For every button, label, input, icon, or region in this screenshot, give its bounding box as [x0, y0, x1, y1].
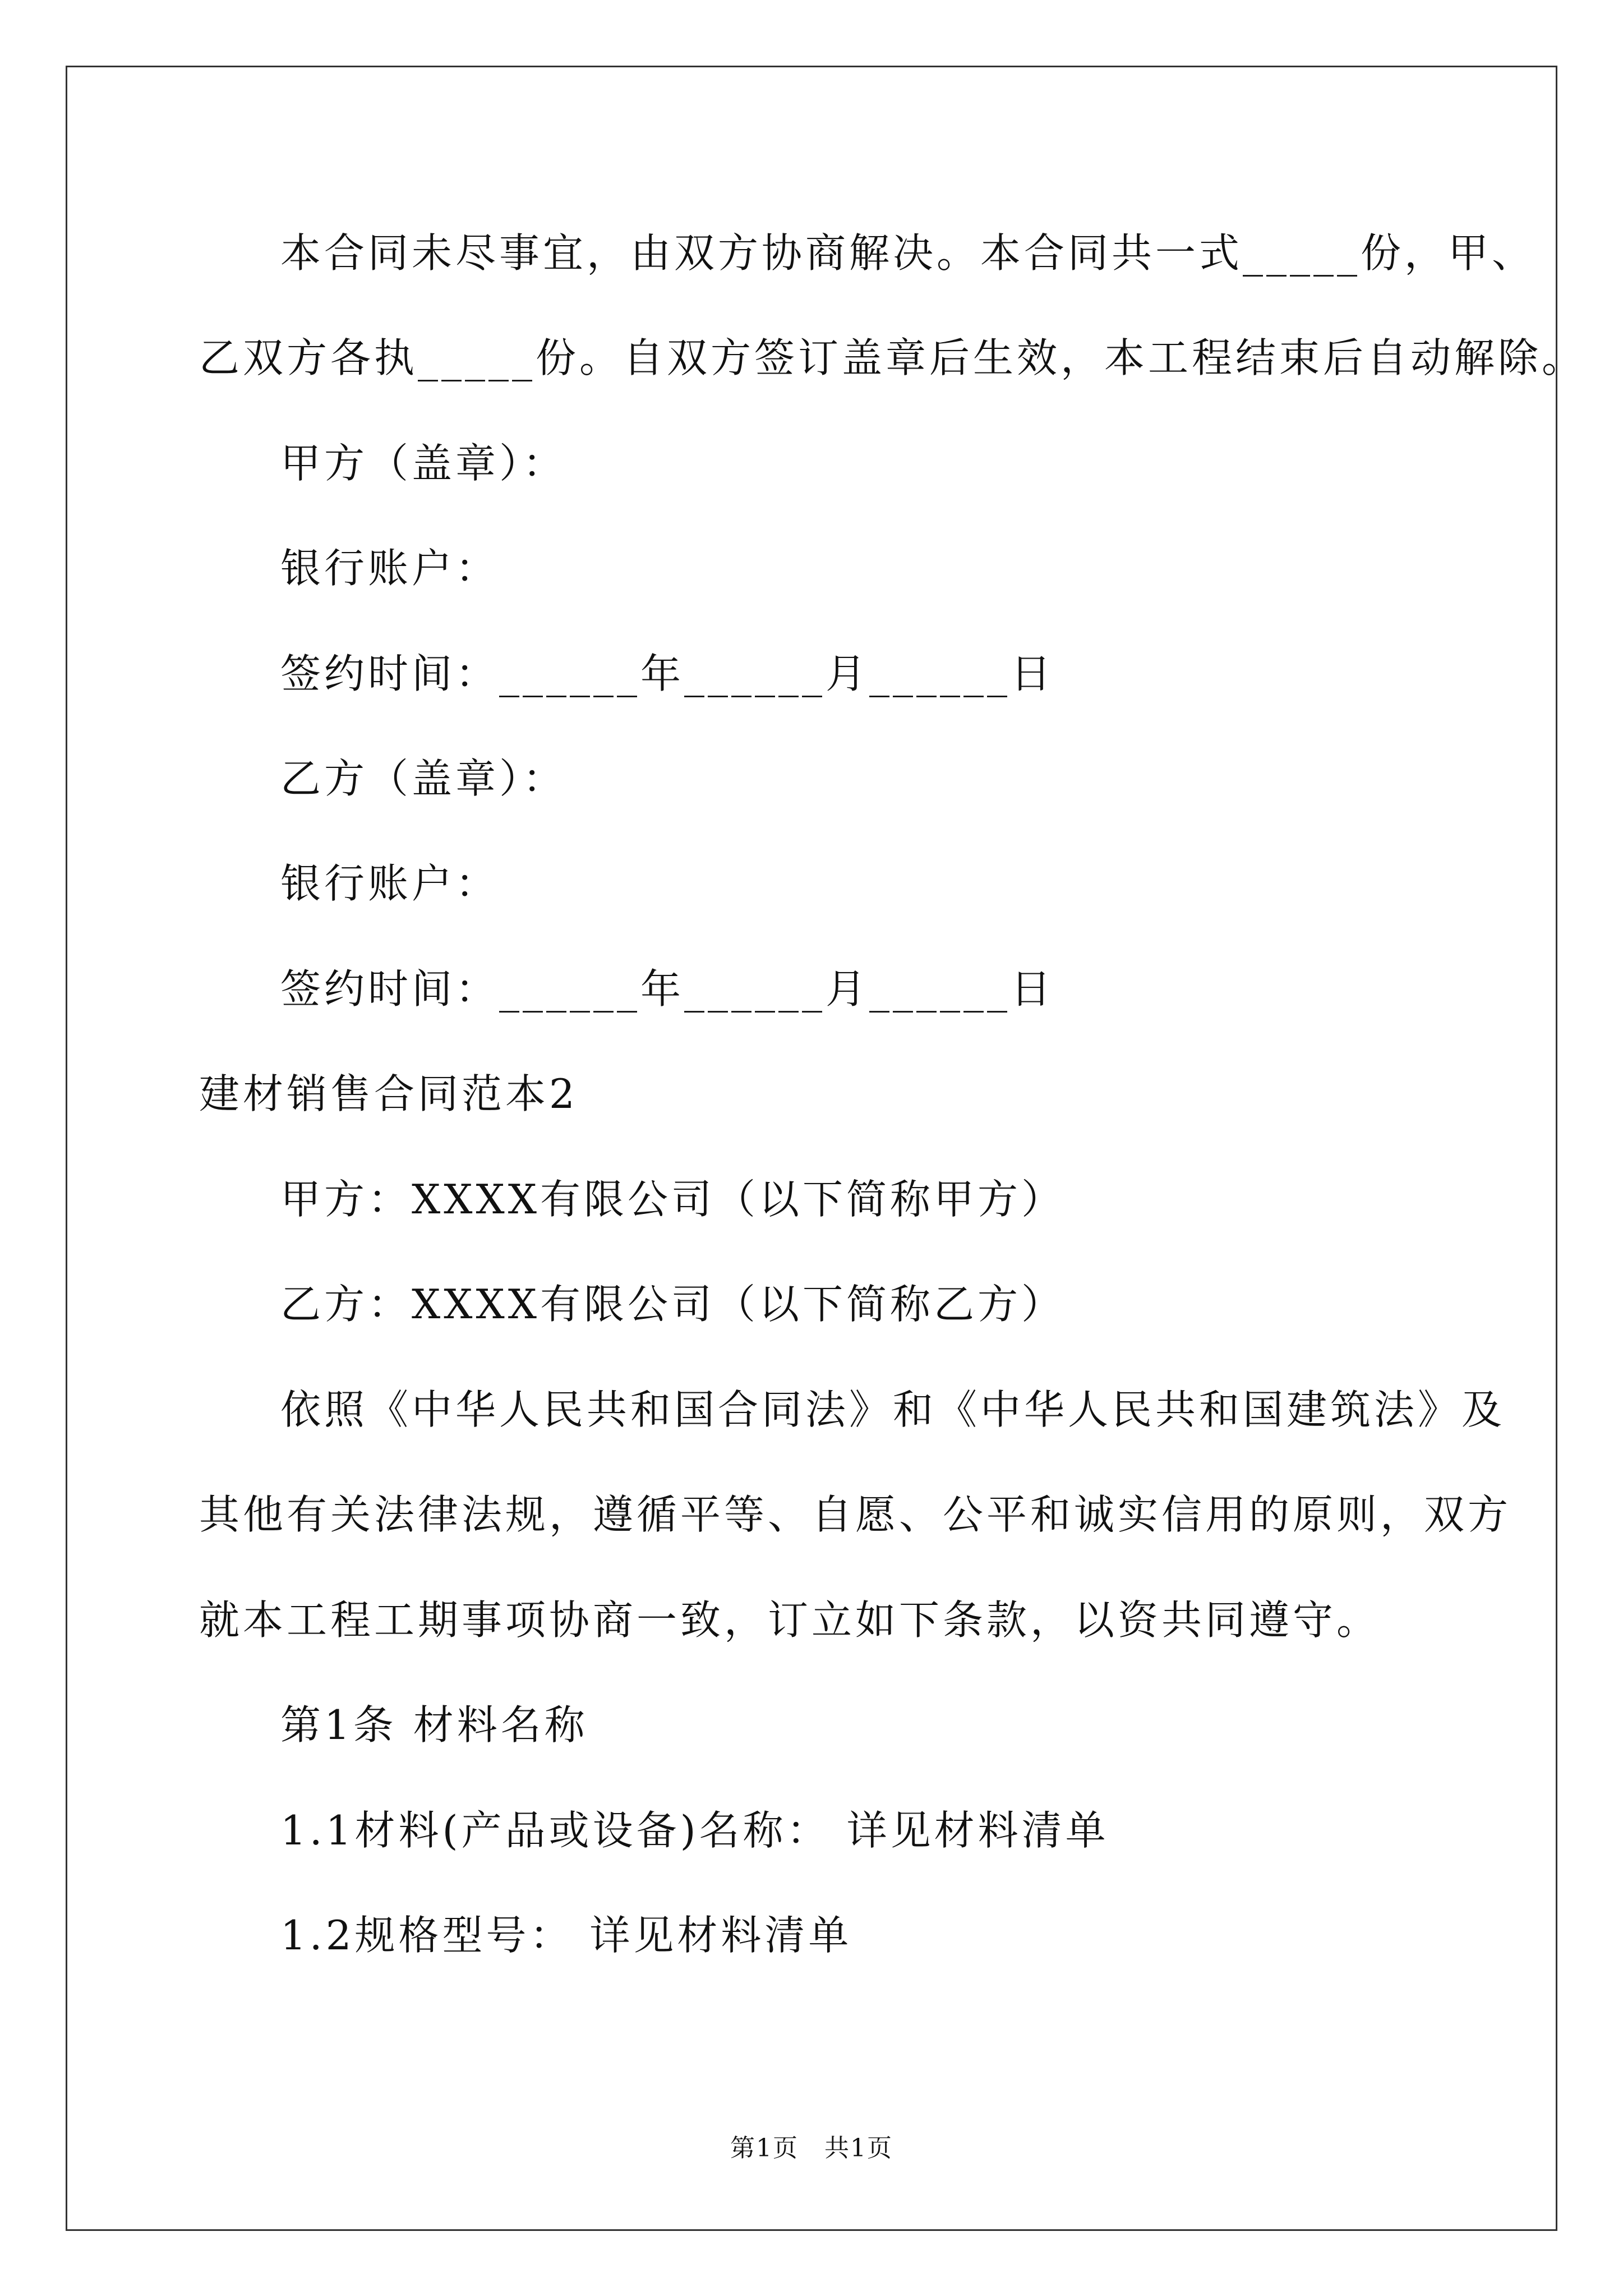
section-title: 建材销售合同范本2	[199, 1070, 578, 1117]
page-number-footer: 第1页 共1页	[730, 2134, 893, 2162]
party-b-seal-label: 乙方（盖章）：	[280, 755, 567, 802]
party-a-name: 甲方：XXXX有限公司（以下简称甲方）	[280, 1176, 1066, 1223]
preamble-line-3: 就本工程工期事项协商一致，订立如下条款，以资共同遵守。	[199, 1596, 1381, 1644]
paragraph-line-2: 乙双方各执_____份。自双方签订盖章后生效，本工程结束后自动解除。	[199, 334, 1586, 381]
paragraph-line-1: 本合同未尽事宜，由双方协商解决。本合同共一式_____份，甲、	[280, 229, 1536, 277]
article-1-2: 1.2规格型号： 详见材料清单	[280, 1912, 852, 1959]
preamble-line-2: 其他有关法律法规，遵循平等、自愿、公平和诚实信用的原则，双方	[199, 1491, 1512, 1538]
article-1-heading: 第1条 材料名称	[280, 1701, 588, 1749]
party-b-name: 乙方：XXXX有限公司（以下简称乙方）	[280, 1281, 1066, 1328]
party-a-seal-label: 甲方（盖章）：	[280, 440, 567, 487]
preamble-line-1: 依照《中华人民共和国合同法》和《中华人民共和国建筑法》及	[280, 1386, 1506, 1433]
page-border	[66, 66, 1557, 2231]
party-a-signing-date: 签约时间：______年______月______日	[280, 650, 1055, 697]
party-a-bank-account-label: 银行账户：	[280, 545, 500, 592]
article-1-1: 1.1材料(产品或设备)名称： 详见材料清单	[280, 1807, 1109, 1854]
party-b-signing-date: 签约时间：______年______月______日	[280, 965, 1055, 1013]
party-b-bank-account-label: 银行账户：	[280, 860, 500, 907]
